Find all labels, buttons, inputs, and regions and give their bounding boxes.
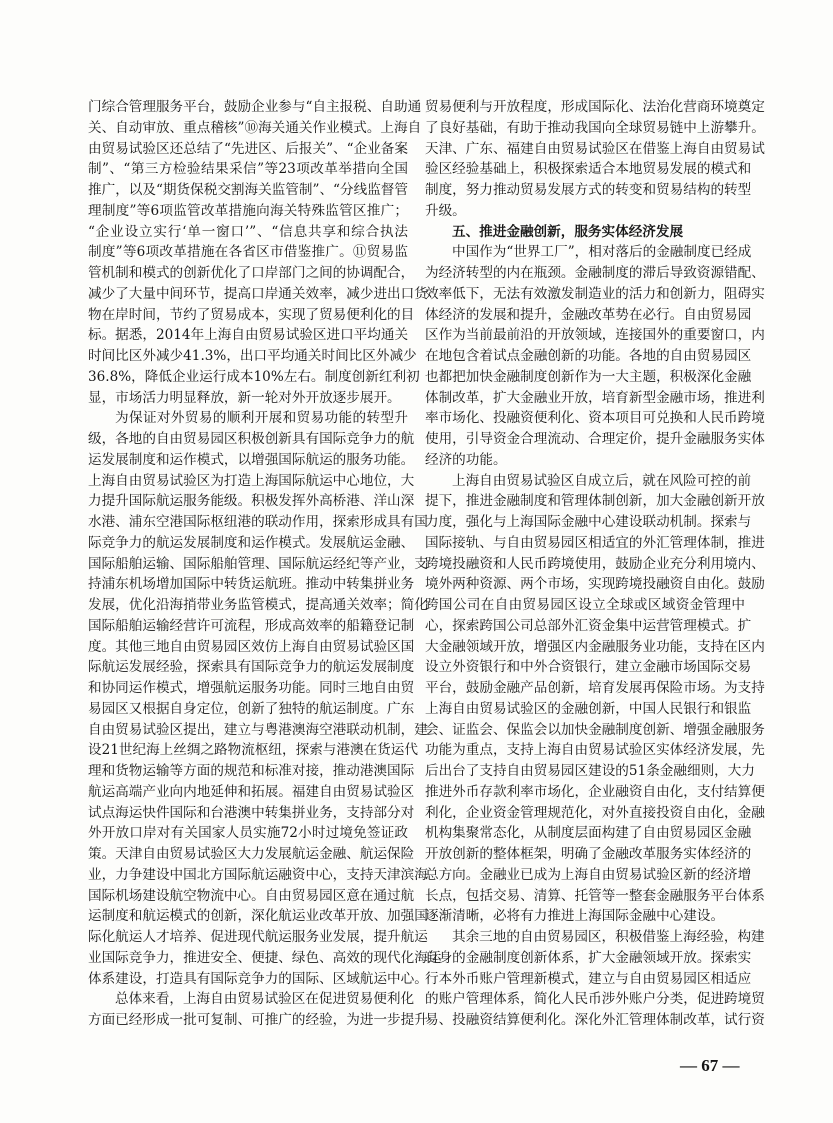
text-line: 效率低下，无法有效激发制造业的活力和创新力，阻碍实: [425, 285, 765, 302]
text-line: 和协同运作模式，增强航运服务功能。同时三地自由贸: [88, 680, 415, 696]
paragraph: [425, 242, 765, 470]
text-line: 心，探索跨国公司总部外汇资金集中运营管理模式。扩: [425, 617, 752, 634]
text-line: 行本外币账户管理新模式，建立与自由贸易园区相适应: [425, 970, 752, 987]
text-line: 门综合管理服务平台，鼓励企业参与“自主报税、自助通: [88, 99, 422, 115]
text-line: 设21世纪海上丝绸之路物流枢纽，探索与港澳在货运代: [88, 742, 418, 759]
text-line: 航运高端产业向内地延伸和拓展。福建自由贸易试验区: [88, 783, 415, 800]
text-line: 上海自由贸易试验区为打造上海国际航运中心地位，大: [88, 472, 415, 489]
text-line: 了良好基础，有助于推动我国向全球贸易链中上游攀升。: [425, 119, 765, 136]
paragraph: [88, 989, 428, 1031]
text-line: 验区经验基础上，积极探索适合本地贸易发展的模式和: [425, 161, 752, 178]
text-line: 推进外币存款利率市场化，企业融资自由化，支付结算便: [425, 783, 765, 800]
text-line: 理制度”等6项监管改革措施向海关特殊监管区推广；: [88, 202, 408, 219]
text-line: 率市场化、投融资便利化、资本项目可兑换和人民币跨境: [425, 410, 765, 427]
text-line: 理和货物运输等方面的规范和标准对接，推动港澳国际: [88, 763, 415, 779]
paragraph: [88, 97, 428, 408]
text-line: 制度”等6项改革措施在各省区市借鉴推广。⑪贸易监: [88, 244, 408, 261]
text-line: “企业设立实行‘单一窗口’”、“信息共享和综合执法: [88, 223, 408, 240]
text-line: 际航运发展经验，探索具有国际竞争力的航运发展制度: [88, 659, 415, 676]
text-line: 36.8%，降低企业运行成本10%左右。制度创新红利初: [88, 368, 420, 385]
text-line: 外开放口岸对有关国家人员实施72小时过境免签证政: [88, 825, 408, 842]
text-line: 总方向。金融业已成为上海自由贸易试验区新的经济增: [425, 866, 752, 883]
text-line: 度。其他三地自由贸易园区效仿上海自由贸易试验区国: [88, 638, 415, 655]
text-line: 会、证监会、保监会以加快金融制度创新、增强金融服务: [425, 721, 765, 738]
text-line: 减少了大量中间环节，提高口岸通关效率，减少进出口货: [88, 285, 428, 302]
text-line: 管机制和模式的创新优化了口岸部门之间的协调配合，: [88, 265, 415, 281]
text-line: 运制度和航运模式的创新，深化航运业改革开放、加强国: [88, 908, 428, 925]
text-line: 自身的金融制度创新体系，扩大金融领域开放。探索实: [425, 949, 752, 966]
text-line: 的账户管理体系，简化人民币涉外账户分类，促进跨境贸: [425, 991, 765, 1008]
text-line: 跨境投融资和人民币跨境使用，鼓励企业充分利用境内、: [425, 555, 765, 572]
heading-text: 五、推进金融创新，服务实体经济发展: [452, 223, 684, 240]
text-line: 在地包含着试点金融创新的功能。各地的自由贸易园区: [425, 348, 752, 364]
text-line: 设立外资银行和中外合资银行，建立金融市场国际交易: [425, 659, 752, 676]
paragraph: [425, 97, 765, 222]
text-line: 天津、广东、福建自由贸易试验区在借鉴上海自由贸易试: [425, 140, 765, 157]
text-line: 国际船舶运输、国际船舶管理、国际航运经纪等产业，支: [88, 555, 428, 572]
text-line: 级，各地的自由贸易园区积极创新具有国际竞争力的航: [88, 431, 415, 447]
left-text-column: [88, 97, 442, 1031]
text-line: 易园区又根据自身定位，创新了独特的航运制度。广东: [88, 700, 415, 717]
text-line: 业国际竞争力，推进安全、便捷、绿色、高效的现代化海运: [88, 949, 442, 966]
text-line: 使用，引导资金合理流动、合理定价，提升金融服务实体: [425, 431, 765, 447]
right-text-column: [425, 97, 765, 1031]
text-line: 际竞争力的航运发展制度和运作模式。发展航运金融、: [88, 534, 415, 551]
text-line: 推广，以及“期货保税交割海关监管制”、“分线监督管: [88, 182, 408, 198]
text-line: 自由贸易试验区提出，建立与粤港澳海空港联动机制，建: [88, 721, 428, 738]
text-line: 业，力争建设中国北方国际航运融资中心，支持天津滨海: [88, 866, 428, 883]
section-heading: [425, 222, 745, 243]
text-line: 平台，鼓励金融产品创新，培育发展再保险市场。为支持: [425, 680, 765, 696]
text-line: 逐渐清晰，必将有力推进上海国际金融中心建设。: [425, 908, 725, 925]
text-line: 后出台了支持自由贸易园区建设的51条金融细则，大力: [425, 763, 755, 779]
text-line: 升级。: [425, 202, 466, 219]
text-line: 制度，努力推动贸易发展方式的转变和贸易结构的转型: [425, 182, 752, 198]
text-line: 制”、“第三方检验结果采信”等23项改革举措向全国: [88, 161, 408, 178]
text-line: 机构集聚常态化，从制度层面构建了自由贸易园区金融: [425, 825, 752, 842]
text-line: 上海自由贸易试验区的金融创新，中国人民银行和银监: [425, 700, 752, 717]
text-line: 经济的功能。: [425, 451, 507, 468]
text-line: 体制改革，扩大金融业开放，培育新型金融市场，推进利: [425, 389, 765, 406]
text-line: 试点海运快件国际和台港澳中转集拼业务，支持部分对: [88, 804, 415, 821]
text-line: 标。据悉，2014年上海自由贸易试验区进口平均通关: [88, 327, 409, 344]
text-line: 显，市场活力明显释放，新一轮对外开放逐步展开。: [88, 389, 401, 406]
text-line: 力度，强化与上海国际金融中心建设联动机制。探索与: [425, 514, 752, 530]
text-line: 持浦东机场增加国际中转货运航班。推动中转集拼业务: [88, 576, 415, 593]
text-line: 开放创新的整体框架，明确了金融改革服务实体经济的: [425, 846, 752, 862]
text-line: 其余三地的自由贸易园区，积极借鉴上海经验，构建: [452, 929, 765, 945]
text-line: 由贸易试验区还总结了“先进区、后报关”、“企业备案: [88, 140, 408, 157]
text-line: 发展，优化沿海捎带业务监管模式，提高通关效率；简化: [88, 597, 428, 613]
text-line: 易、投融资结算便利化。深化外汇管理体制改革，试行资: [425, 1012, 765, 1028]
text-line: 力提升国际航运服务能级。积极发挥外高桥港、洋山深: [88, 493, 415, 510]
text-line: 总体来看，上海自由贸易试验区在促进贸易便利化: [115, 991, 415, 1008]
paragraph: [425, 927, 765, 1031]
paragraph: [425, 471, 765, 928]
paragraph: [88, 408, 442, 989]
text-line: 水港、浦东空港国际枢纽港的联动作用，探索形成具有国: [88, 514, 428, 530]
text-line: 为保证对外贸易的顺利开展和贸易功能的转型升: [115, 410, 408, 427]
text-line: 国际机场建设航空物流中心。自由贸易园区意在通过航: [88, 887, 415, 904]
text-line: 功能为重点，支持上海自由贸易试验区实体经济发展，先: [425, 742, 765, 759]
text-line: 运发展制度和运作模式，以增强国际航运的服务功能。: [88, 451, 415, 468]
text-line: 长点，包括交易、清算、托管等一整套金融服务平台体系: [425, 887, 765, 904]
text-line: 中国作为“世界工厂”，相对落后的金融制度已经成: [452, 244, 752, 261]
text-line: 策。天津自由贸易试验区大力发展航运金融、航运保险: [88, 846, 415, 862]
text-line: 时间比区外减少41.3%，出口平均通关时间比区外减少: [88, 348, 417, 364]
text-line: 上海自由贸易试验区自成立后，就在风险可控的前: [452, 472, 752, 489]
text-line: 为经济转型的内在瓶颈。金融制度的滞后导致资源错配、: [425, 265, 765, 281]
text-line: 关、自动审放、重点稽核”⑩海关通关作业模式。上海自: [88, 119, 422, 136]
text-line: 体系建设，打造具有国际竞争力的国际、区域航运中心。: [88, 970, 428, 987]
text-line: 利化，企业资金管理规范化，对外直接投资自由化，金融: [425, 804, 765, 821]
page-number: — 67 —: [680, 1056, 740, 1075]
text-line: 大金融领域开放，增强区内金融服务业功能，支持在区内: [425, 638, 765, 655]
text-line: 贸易便利与开放程度，形成国际化、法治化营商环境奠定: [425, 99, 765, 115]
text-line: 方面已经形成一批可复制、可推广的经验，为进一步提升: [88, 1012, 428, 1028]
text-line: 境外两种资源、两个市场，实现跨境投融资自由化。鼓励: [425, 576, 765, 593]
text-line: 区作为当前最前沿的开放领域，连接国外的重要窗口，内: [425, 327, 765, 344]
text-line: 也都把加快金融制度创新作为一大主题，积极深化金融: [425, 368, 752, 385]
text-line: 体经济的发展和提升，金融改革势在必行。自由贸易园: [425, 306, 752, 323]
text-line: 际化航运人才培养、促进现代航运服务业发展，提升航运: [88, 929, 428, 945]
text-line: 提下，推进金融制度和管理体制创新，加大金融创新开放: [425, 493, 765, 510]
text-line: 国际船舶运输经营许可流程，形成高效率的船籍登记制: [88, 617, 415, 634]
text-line: 国际接轨、与自由贸易园区相适宜的外汇管理体制，推进: [425, 534, 765, 551]
text-line: 物在岸时间，节约了贸易成本，实现了贸易便利化的目: [88, 306, 415, 323]
text-line: 跨国公司在自由贸易园区设立全球或区域资金管理中: [425, 597, 745, 613]
